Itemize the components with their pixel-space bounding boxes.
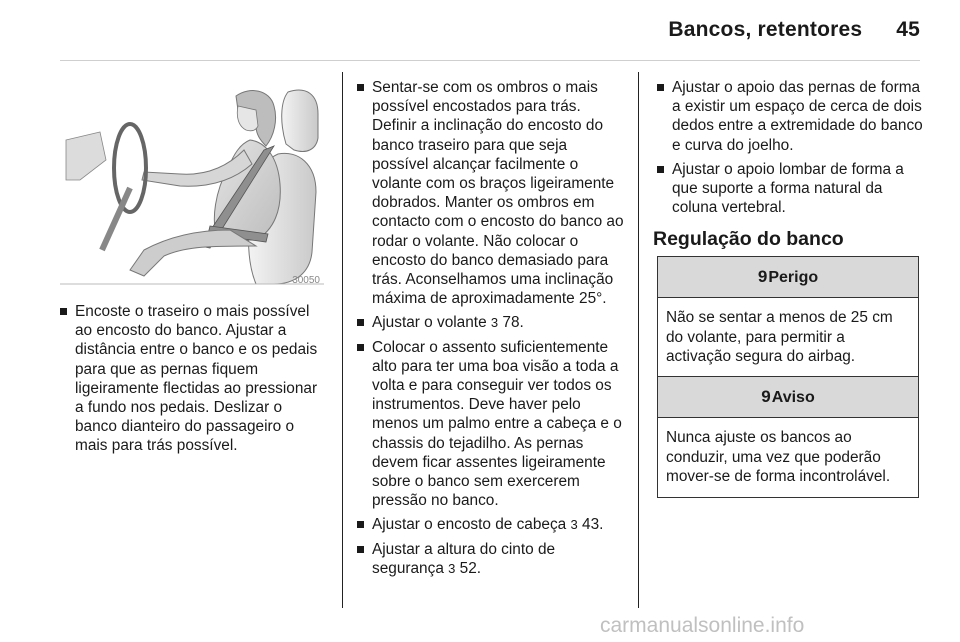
bullet-list (657, 78, 923, 217)
warning-title: Aviso (771, 389, 815, 406)
column-1 (60, 302, 326, 461)
page-reference-icon: 3 (570, 517, 578, 533)
column-2 (357, 78, 625, 583)
page-number: 45 (896, 18, 920, 41)
warning-triangle-icon: 9 (761, 387, 771, 406)
danger-notice-header (658, 257, 918, 298)
list-item: Ajustar o apoio lombar de forma a que suporte a forma natural da coluna vertebral. (657, 160, 923, 218)
page-reference: 43. (577, 516, 604, 534)
warning-notice-body: Nunca ajuste os bancos ao conduzir, uma vez que poderão mover-se de forma incontrolável. (666, 429, 891, 485)
list-item (357, 540, 625, 578)
danger-notice-body: Não se sentar a menos de 25 cm do volante, para permitir a activação segura do airbag. (666, 309, 893, 365)
warning-triangle-icon: 9 (757, 267, 768, 286)
danger-title: Perigo (768, 269, 819, 286)
list-item: Encoste o traseiro o mais possível ao encosto do banco. Ajustar a distância entre o banco e os pedais para que as pernas fiquem ligeiramente flectidas ao pressionar a fundo nos pedais. Deslizar o banco dianteiro do passageiro o mais para trás possível. (60, 302, 326, 456)
figure-number: 30050 (292, 275, 320, 286)
list-item-text: Sentar-se com os ombros o mais possível encostados para trás. Definir a inclinação do encosto do banco traseiro para que seja possível alcançar facilmente o volante com os braços ligeiramente dobrados. Manter os ombros em contacto com o encosto do banco ao rodar o volante. Não colocar o encosto do banco demasiado para trás. Aconselhamos uma inclinação máxima de aproximadamente 25°. (372, 79, 624, 308)
seating-position-illustration (60, 80, 324, 288)
page-reference: 52. (455, 559, 482, 577)
list-item: Ajustar o apoio das pernas de forma a existir um espaço de cerca de dois dedos entre a extremidade do banco e curva do joelho. (657, 78, 923, 155)
warning-notice (657, 376, 919, 498)
list-item (357, 515, 625, 534)
page-header (560, 18, 920, 48)
header-divider (60, 60, 920, 61)
watermark: carmanualsonline.info (600, 614, 805, 637)
list-item-text: Ajustar o encosto de cabeça (372, 516, 571, 534)
page-reference-icon: 3 (490, 315, 499, 331)
list-item-text: Colocar o assento suficientemente alto para ter uma boa visão a toda a volta e para conseguir ver todos os instrumentos. Deve haver pelo menos um palmo entre a cabeça e o chassis do tejadilho. As pernas devem ficar assentes ligeiramente sobre o banco sem exercerem pressão no banco. (372, 338, 622, 510)
header-title: Bancos, retentores (668, 18, 863, 41)
page-reference: 78. (498, 314, 524, 332)
danger-notice (657, 256, 919, 378)
column-divider-2 (638, 72, 639, 608)
list-item-text: Ajustar a altura do cinto de segurança (372, 540, 556, 577)
warning-notice-header (658, 377, 918, 418)
driver-seat-drawing (60, 80, 324, 288)
section-heading: Regulação do banco (653, 228, 844, 250)
column-divider-1 (342, 72, 343, 608)
list-item (357, 313, 625, 332)
bullet-list (357, 78, 625, 578)
page-reference-icon: 3 (448, 560, 456, 576)
list-item-text: Ajustar o volante (372, 314, 491, 332)
list-item (357, 78, 625, 308)
column-3 (657, 78, 923, 222)
bullet-list (60, 302, 326, 456)
list-item (357, 338, 625, 511)
